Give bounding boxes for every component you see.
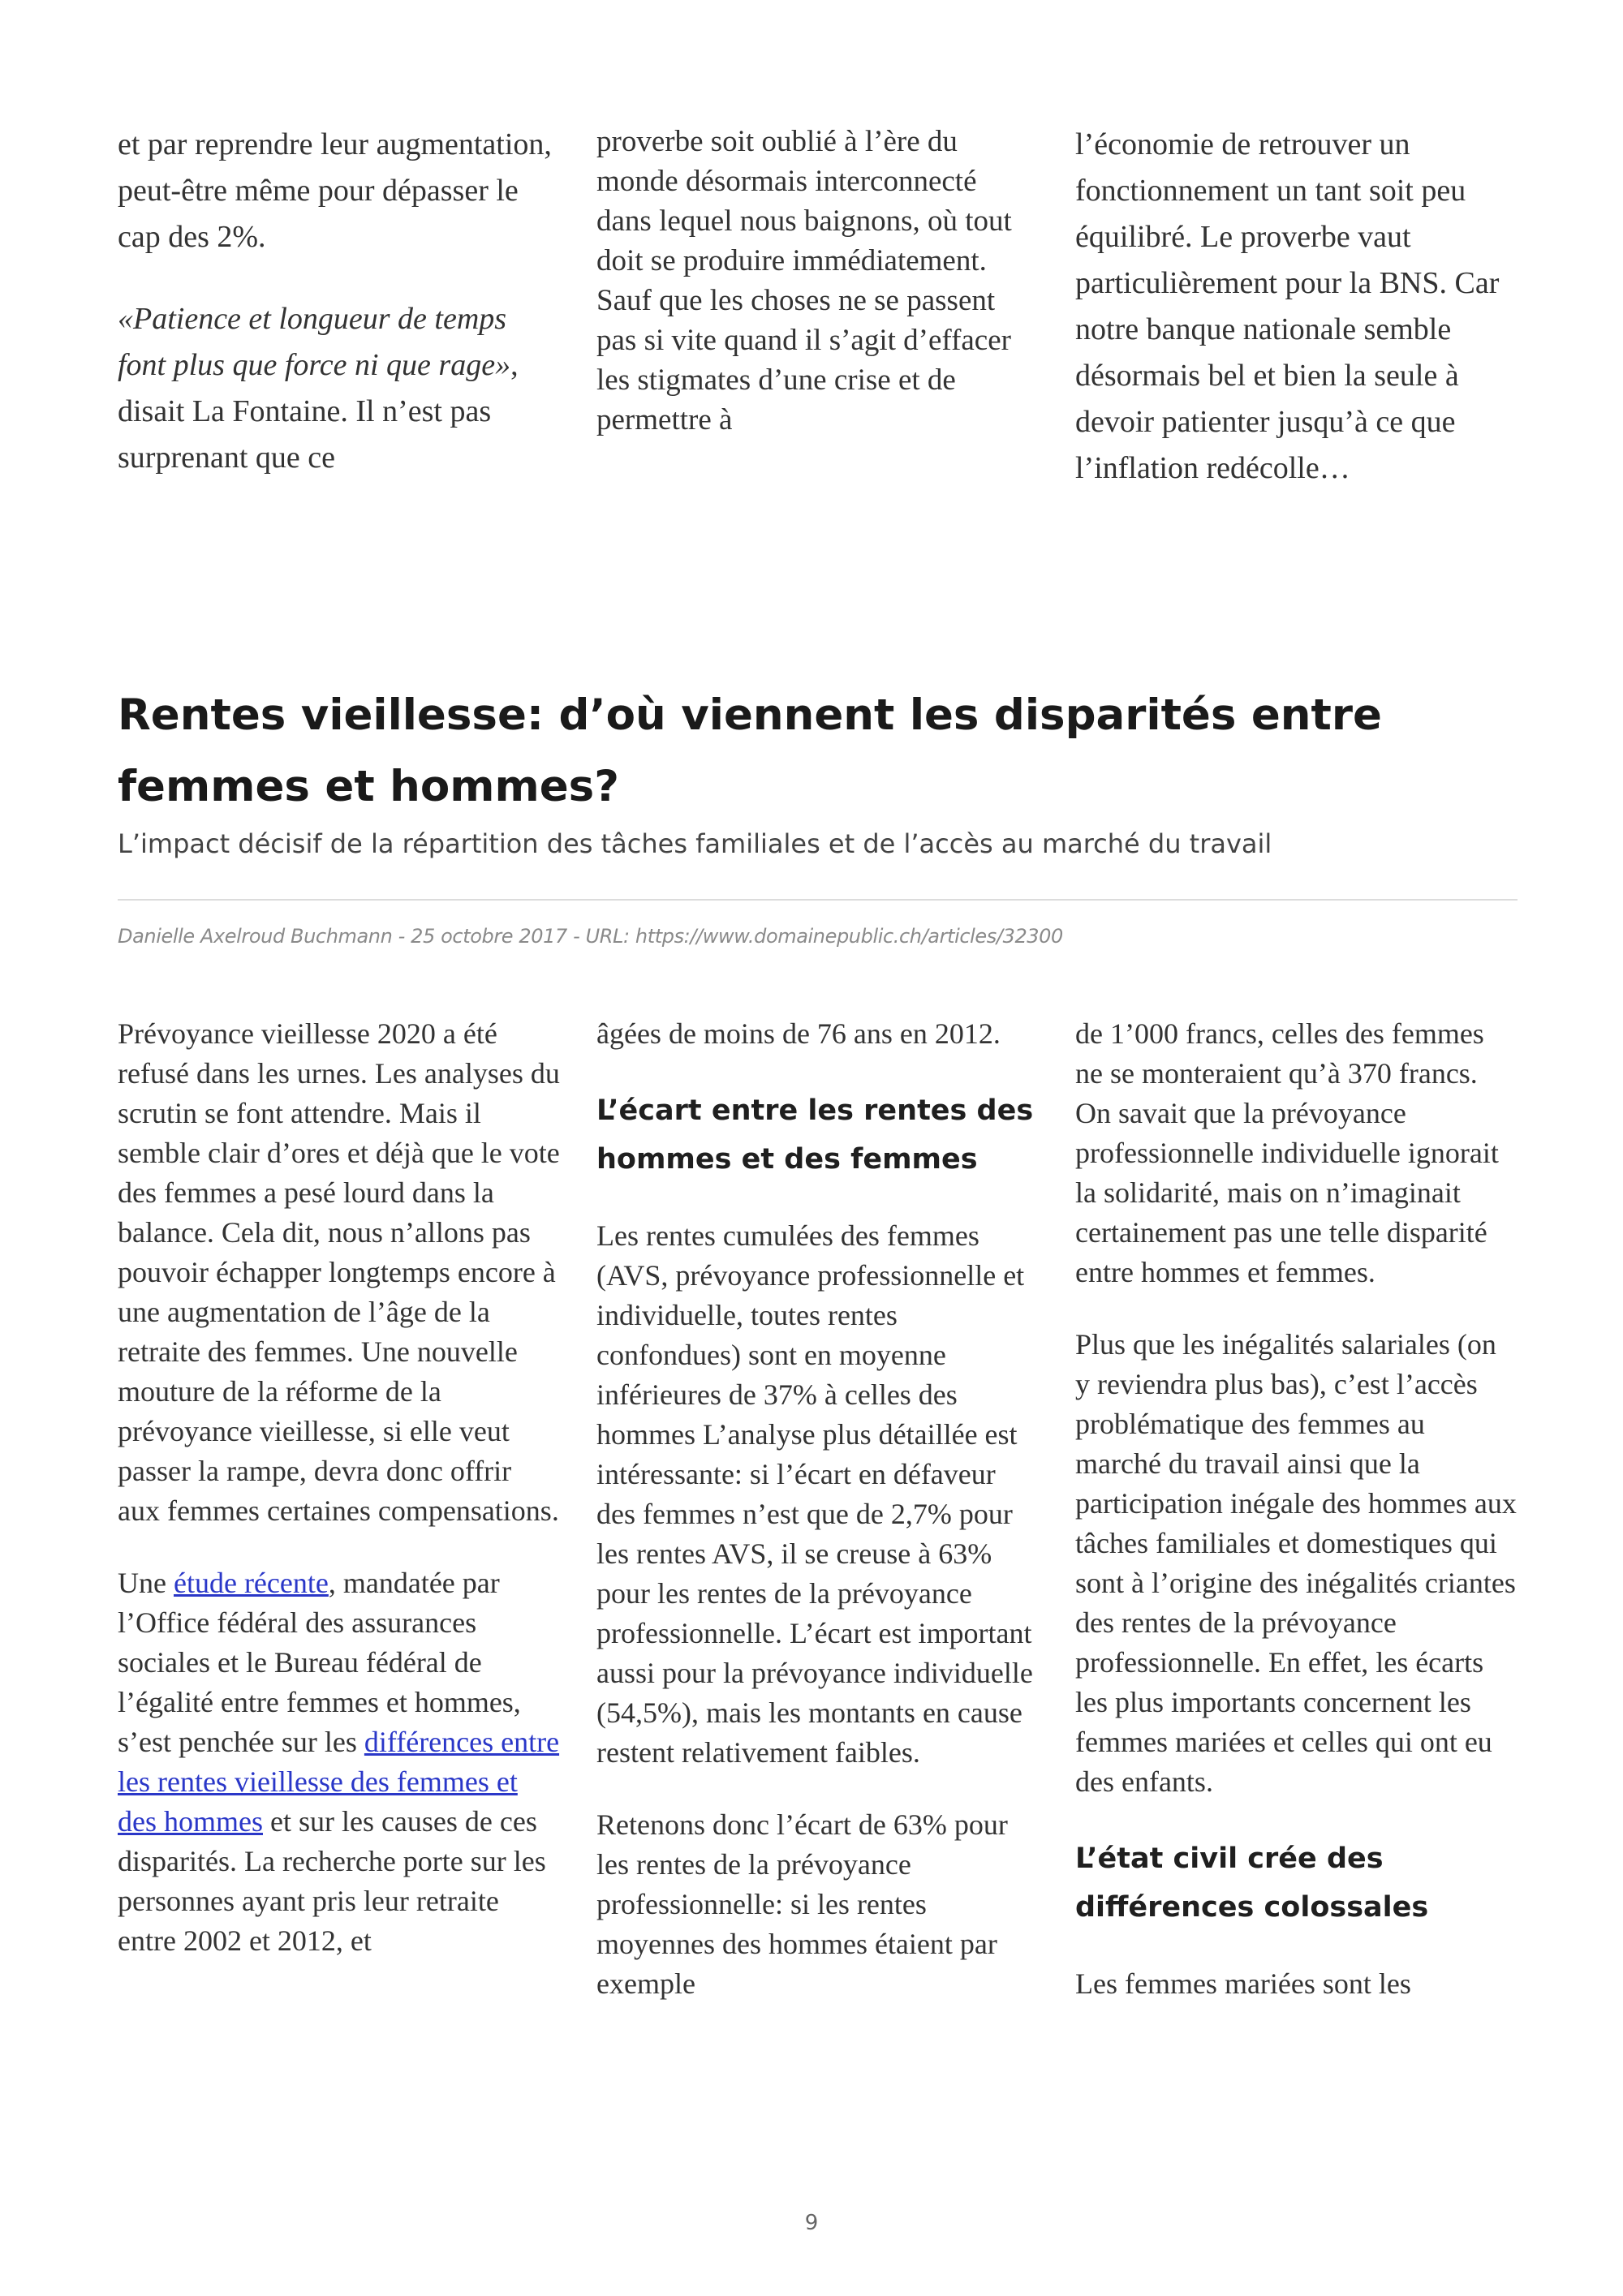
paragraph: proverbe soit oublié à l’ère du monde désormais interconnecté dans lequel nous baignons, où tout doit se produire immédiatement. Sauf que les choses ne se passent pas si vite quand il s’agit d’effacer les stigmates d’une crise et de permettre à <box>596 125 1012 436</box>
article-subtitle: L’impact décisif de la répartition des tâches familiales et de l’accès au marché du travail <box>118 828 1272 859</box>
paragraph: Plus que les inégalités salariales (on y reviendra plus bas), c’est l’accès problématique des femmes au marché du travail ainsi que la participation inégale des hommes aux tâches familiales et domestiques qui sont à l’origine des inégalités criantes des rentes de la prévoyance professionnelle. En effet, les écarts les plus importants concernent les femmes mariées et celles qui ont eu des enfants. <box>1075 1328 1517 1798</box>
paragraph: et par reprendre leur augmentation, peut-être même pour dépasser le cap des 2%. <box>118 127 552 254</box>
article-column-1 <box>118 1014 560 1993</box>
differences-link[interactable]: différences entre les rentes vieillesse des femmes et des hommes <box>118 1726 560 1838</box>
paragraph: Prévoyance vieillesse 2020 a été refusé dans les urnes. Les analyses du scrutin se font attendre. Mais il semble clair d’ores et déjà que le vote des femmes a pesé lourd dans la balance. Cela dit, nous n’allons pas pouvoir échapper longtemps encore à une augmentation de l’âge de la retraite des femmes. Une nouvelle mouture de la réforme de la prévoyance vieillesse, si elle veut passer la rampe, devra donc offrir aux femmes certaines compensations. <box>118 1017 560 1527</box>
section-heading: L’écart entre les rentes des hommes et des femmes <box>596 1094 1034 1176</box>
top-column-2 <box>596 122 1039 475</box>
article-title: Rentes vieillesse: d’où viennent les disparités entre femmes et hommes? <box>118 690 1382 811</box>
paragraph <box>118 296 560 481</box>
text: Une <box>118 1567 174 1599</box>
divider <box>118 899 1518 901</box>
paragraph: l’économie de retrouver un fonctionnement un tant soit peu équilibré. Le proverbe vaut particulièrement pour la BNS. Car notre banque nationale semble désormais bel et bien la seule à devoir patienter jusqu’à ce que l’inflation redécolle… <box>1075 127 1500 485</box>
text: , mandatée par l’Office fédéral des assurances sociales et le Bureau fédéral de l’égalité entre femmes et hommes, s’est penchée sur les <box>118 1567 521 1758</box>
top-column-3 <box>1075 122 1518 527</box>
article-column-2 <box>596 1014 1039 2036</box>
paragraph: âgées de moins de 76 ans en 2012. <box>596 1017 1001 1050</box>
text: et sur les causes de ces disparités. La recherche porte sur les personnes ayant pris leur retraite entre 2002 et 2012, et <box>118 1805 546 1957</box>
section-heading: L’état civil crée des différences colossales <box>1075 1842 1429 1924</box>
top-column-1 <box>118 122 560 517</box>
article-column-3 <box>1075 1014 1518 2036</box>
paragraph: Retenons donc l’écart de 63% pour les rentes de la prévoyance professionnelle: si les rentes moyennes des hommes étaient par exemple <box>596 1808 1008 2000</box>
paragraph <box>118 1563 560 1961</box>
article-meta: Danielle Axelroud Buchmann - 25 octobre 2017 - URL: https://www.domainepublic.ch/articles/32300 <box>118 925 1063 948</box>
paragraph: de 1’000 francs, celles des femmes ne se monteraient qu’à 370 francs. On savait que la prévoyance professionnelle individuelle ignorait la solidarité, mais on n’imaginait certainement pas une telle disparité entre hommes et femmes. <box>1075 1017 1499 1288</box>
page-number: 9 <box>804 2211 819 2235</box>
paragraph: Les femmes mariées sont les <box>1075 1967 1411 2000</box>
quote: «Patience et longueur de temps font plus que force ni que rage» <box>118 302 511 382</box>
text: , disait La Fontaine. Il n’est pas surprenant que ce <box>118 348 519 475</box>
paragraph: Les rentes cumulées des femmes (AVS, prévoyance professionnelle et individuelle, toutes rentes confondues) sont en moyenne inférieures de 37% à celles des hommes L’analyse plus détaillée est intéressante: si l’écart en défaveur des femmes n’est que de 2,7% pour les rentes AVS, il se creuse à 63% pour les rentes de la prévoyance professionnelle. L’écart est important aussi pour la prévoyance individuelle (54,5%), mais les montants en cause restent relativement faibles. <box>596 1219 1033 1769</box>
study-link[interactable]: étude récente <box>173 1567 329 1599</box>
